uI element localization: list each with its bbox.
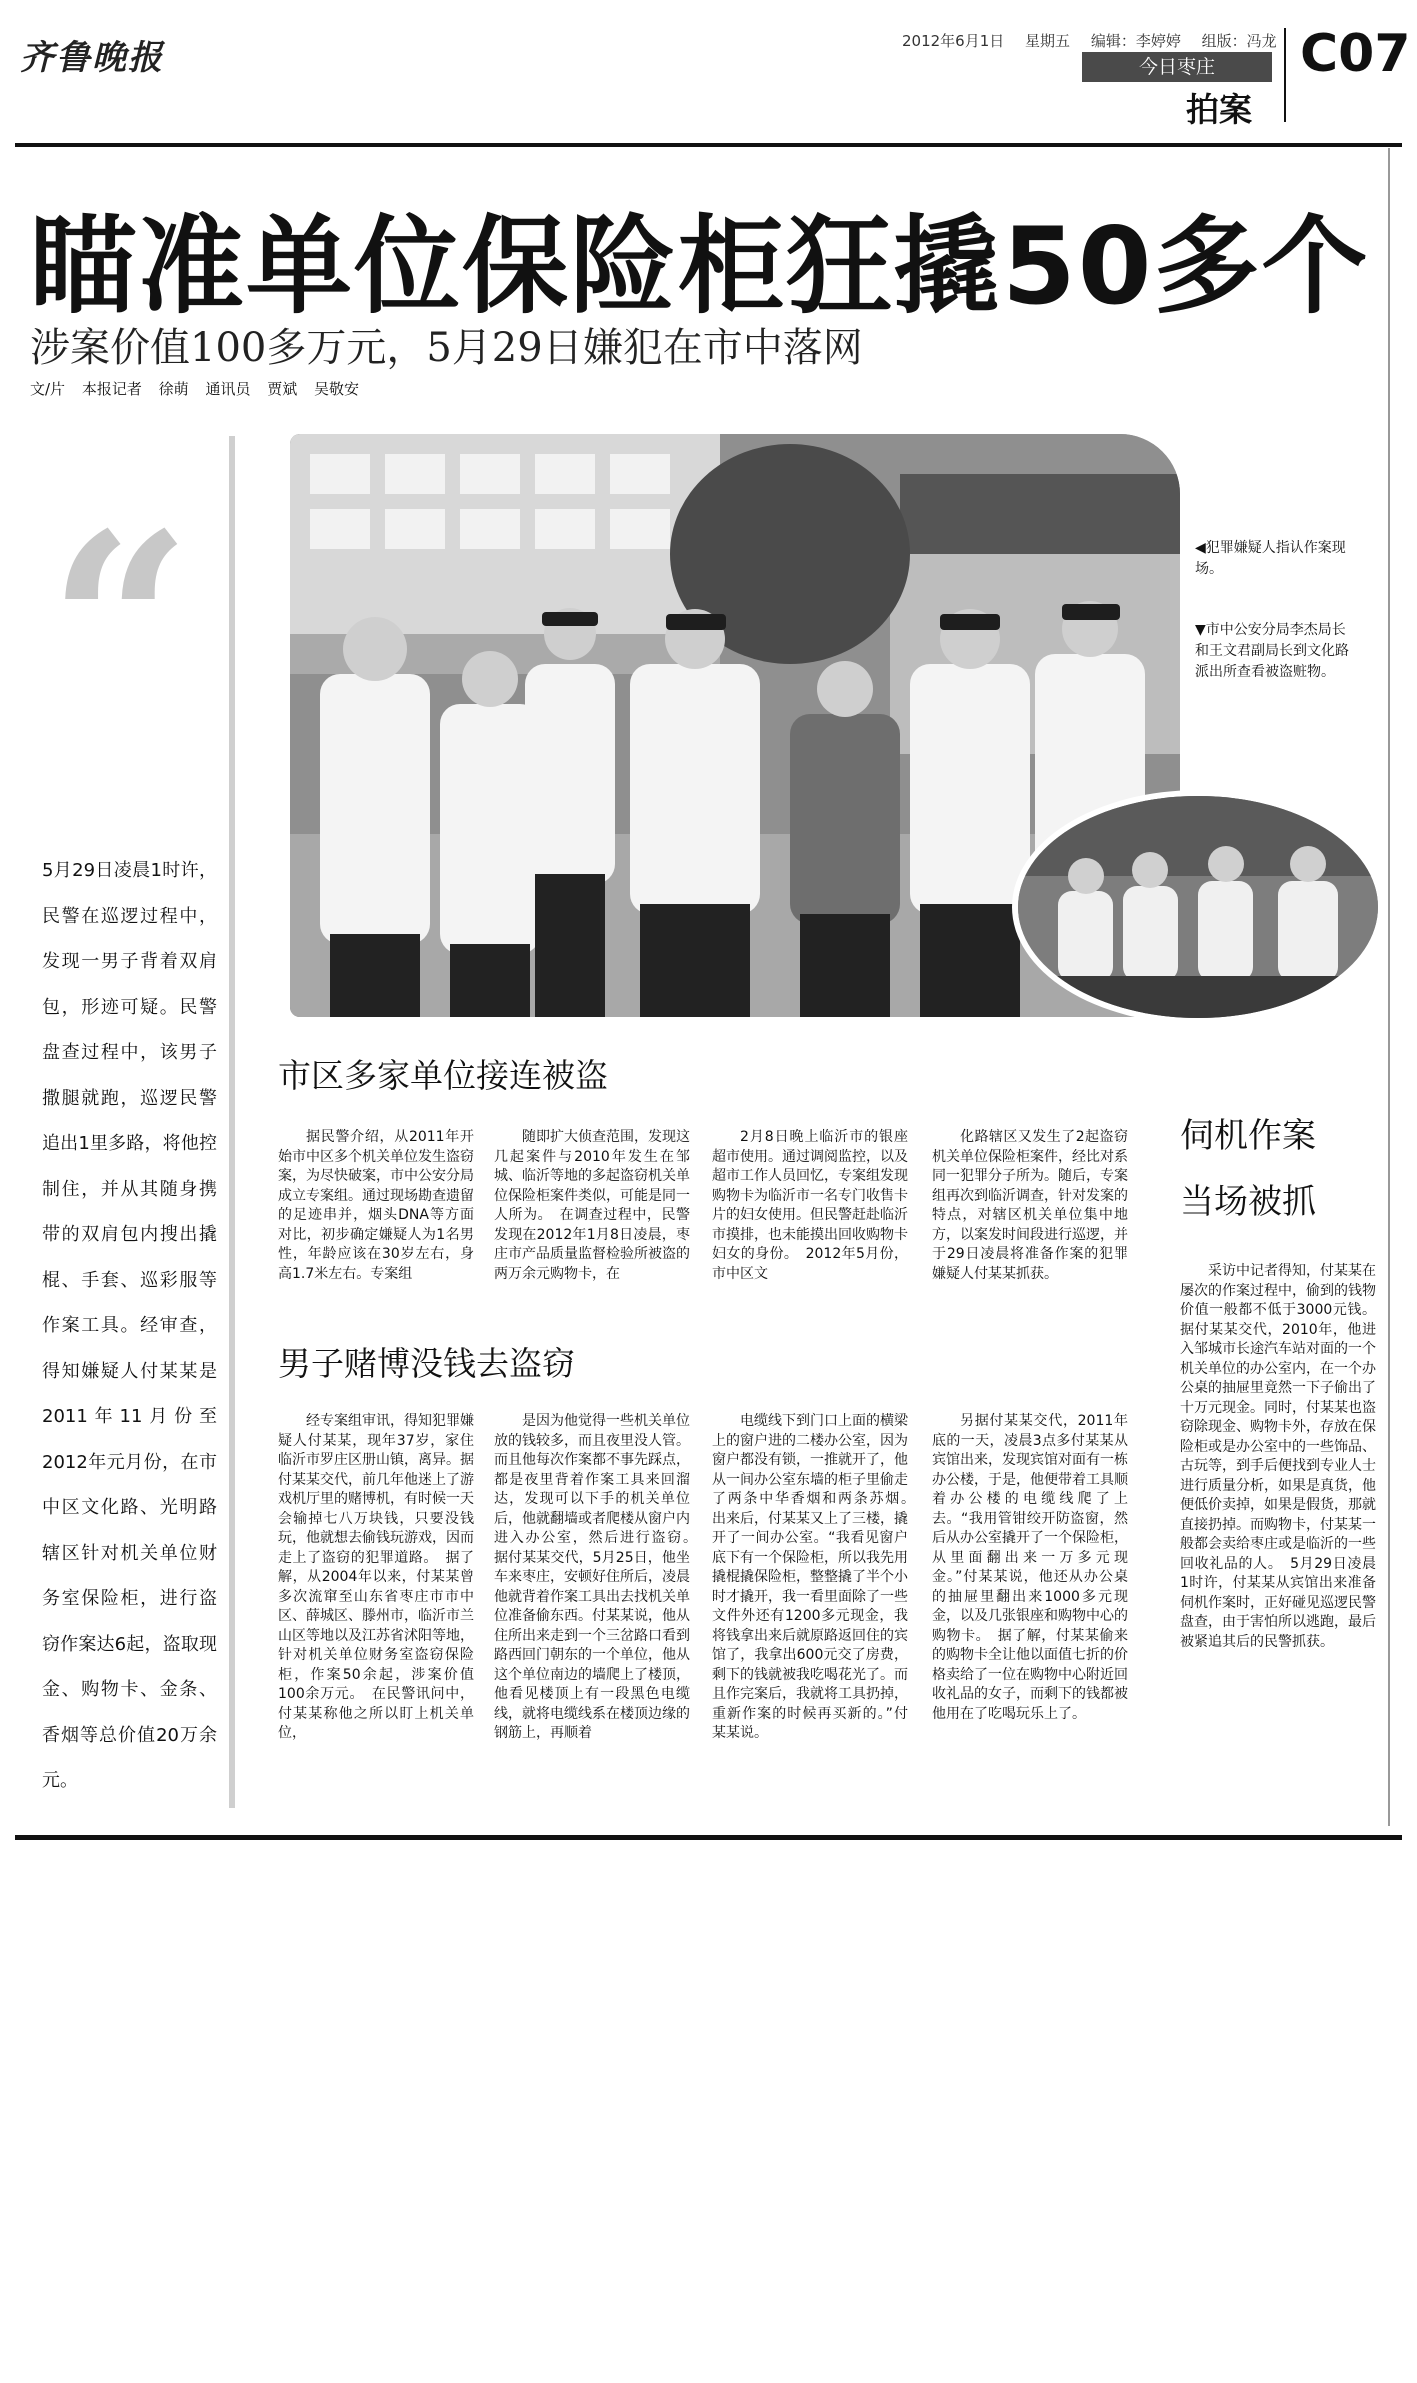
section2-col3: 电缆线下到门口上面的横梁上的窗户进的二楼办公室，因为窗户都没有锁，一推就开了，他从一间办公室东墙的柜子里偷走了两条中华香烟和两条苏烟。 出来后，付某某又上了三楼，撬开了一间办公室。“我看见窗户底下有一个保险柜，所以我先用撬棍撬保险柜，整整撬了半个小时才撬开，我一看里面除了一些文件外还有1200多元现金，我将钱拿出来后就原路返回住的宾馆了，我拿出600元交了房费，剩下的钱就被我吃喝花光了。而且作完案后，我就将工具扔掉，重新作案的时候再买新的。”付某某说。	[712, 1413, 922, 1741]
quote-mark-icon: “	[48, 478, 192, 772]
masthead-logo: 齐鲁晚报	[20, 38, 164, 78]
subheadline: 涉案价值100多万元，5月29日嫌犯在市中落网	[30, 325, 863, 371]
right-column-rule	[1388, 148, 1390, 1826]
header-divider	[1284, 28, 1286, 122]
section2-col2: 是因为他觉得一些机关单位放的钱较多，而且夜里没人管。而且他每次作案都不事先踩点，都是夜里背着作案工具来回溜达，发现可以下手的机关单位后，他就翻墙或者爬楼从窗户内进入办公室，然后进行盗窃。 据付某某交代，5月25日，他坐车来枣庄，安顿好住所后，凌晨他就背着作案工具出去找机关单位准备偷东西。付某某说，他从住所出来走到一个三岔路口看到路西回门朝东的一个单位，他从这个单位南边的墙爬上了楼顶，他看见楼顶上有一段黑色电缆线，就将电缆线系在楼顶边缘的钢筋上，再顺着	[494, 1413, 704, 1741]
section-name: 拍案	[1186, 90, 1252, 129]
header-meta	[902, 30, 1293, 51]
section1-col3: 2月8日晚上临沂市的银座超市使用。通过调阅监控，以及超市工作人员回忆，专案组发现购物卡为临沂市一名专门收售卡片的妇女使用。但民警赶赴临沂市摸排，也未能摸出回收购物卡妇女的身份。 2012年5月份，市中区文	[712, 1129, 908, 1282]
section1-title: 市区多家单位接连被盗	[278, 1056, 608, 1095]
headline: 瞄准单位保险柜狂撬50多个	[30, 205, 1370, 328]
issue-weekday: 星期五	[1025, 32, 1071, 50]
page-number: C07	[1300, 24, 1411, 84]
byline-part: 贾斌	[267, 380, 298, 398]
editor-credit: 编辑：李婷婷	[1090, 32, 1181, 50]
byline-part: 文/片	[30, 380, 66, 398]
layout-credit: 组版：冯龙	[1201, 32, 1277, 50]
section2-col4: 另据付某某交代，2011年底的一天，凌晨3点多付某某从宾馆出来，发现宾馆对面有一栋办公楼，于是，他便带着工具顺着办公楼的电缆线爬了上去。“我用管钳绞开防盗窗，然后从办公室撬开了一个保险柜，从里面翻出来一万多元现金。”付某某说，他还从办公桌的抽屉里翻出来1000多元现金，以及几张银座和购物中心的购物卡。 据了解，付某某偷来的购物卡全让他以面值七折的价格卖给了一位在购物中心附近回收礼品的女子，而剩下的钱都被他用在了吃喝玩乐上了。	[932, 1413, 1128, 1722]
section1-col4: 化路辖区又发生了2起盗窃机关单位保险柜案件，经比对系同一犯罪分子所为。随后，专案组再次到临沂调查，针对发案的特点，对辖区机关单位集中地方，以案发时间段进行巡逻，并于29日凌晨将准备作案的犯罪嫌疑人付某某抓获。	[932, 1129, 1128, 1282]
section1-col2: 随即扩大侦查范围，发现这几起案件与2010年发生在邹城、临沂等地的多起盗窃机关单位保险柜案件类似，可能是同一人所为。 在调查过程中，民警发现在2012年1月8日凌晨，枣庄市产品质量监督检验所被盗的两万余元购物卡，在	[494, 1129, 690, 1282]
byline-part: 本报记者	[81, 380, 142, 398]
byline	[30, 378, 371, 399]
byline-part: 吴敬安	[314, 380, 360, 398]
section2-col1: 经专案组审讯，得知犯罪嫌疑人付某某，现年37岁，家住临沂市罗庄区册山镇，离异。据付某某交代，前几年他迷上了游戏机厅里的赌博机，有时候一天会输掉七八万块钱，只要没钱玩，他就想去偷钱玩游戏，因而走上了盗窃的犯罪道路。 据了解，从2004年以来，付某某曾多次流窜至山东省枣庄市市中区、薛城区、滕州市，临沂市兰山区等地以及江苏省沭阳等地，针对机关单位财务室盗窃保险柜，作案50余起，涉案价值100余万元。 在民警讯问中，付某某称他之所以盯上机关单位，	[278, 1413, 474, 1741]
section2-title: 男子赌博没钱去盗窃	[278, 1344, 575, 1383]
byline-part: 徐萌	[158, 380, 189, 398]
caption-inspection: ▼市中公安分局李杰局长和王文君副局长到文化路派出所查看被盗赃物。	[1195, 622, 1349, 680]
section-bar: 今日枣庄	[1082, 52, 1272, 82]
sidebar-text: 采访中记者得知，付某某在屡次的作案过程中，偷到的钱物价值一般都不低于3000元钱。据付某某交代，2010年，他进入邹城市长途汽车站对面的一个机关单位的办公室内，在一个办公桌的抽屉里竟然一下子偷出了十万元现金。同时，付某某也盗窃除现金、购物卡外，存放在保险柜或是办公室中的一些饰品、古玩等，到手后便找到专业人士进行质量分析，如果是真货，他便低价卖掉，如果是假货，那就直接扔掉。而购物卡，付某某一般都会卖给枣庄或是临沂的一些回收礼品的人。 5月29日凌晨1时许，付某某从宾馆出来准备伺机作案时，正好碰见巡逻民警盘查，由于害怕所以逃跑，最后被紧追其后的民警抓获。	[1180, 1263, 1376, 1650]
sidebar-title-line2: 当场被抓	[1180, 1182, 1316, 1222]
sidebar-title-line1: 伺机作案	[1180, 1116, 1316, 1156]
inset-photo	[1012, 790, 1384, 1024]
issue-date: 2012年6月1日	[902, 32, 1005, 50]
pull-quote: 5月29日凌晨1时许，民警在巡逻过程中，发现一男子背着双肩包，形迹可疑。民警盘查过程中，该男子撒腿就跑，巡逻民警追出1里多路，将他控制住，并从其随身携带的双肩包内搜出撬棍、手套、巡彩服等作案工具。经审查，得知嫌疑人付某某是2011年11月份至2012年元月份，在市中区文化路、光明路辖区针对机关单位财务室保险柜，进行盗窃作案达6起，盗取现金、购物卡、金条、香烟等总价值20万余元。	[42, 860, 217, 1791]
caption-suspect: ◀犯罪嫌疑人指认作案现场。	[1195, 540, 1346, 577]
section1-col1: 据民警介绍，从2011年开始市中区多个机关单位发生盗窃案，为尽快破案，市中公安分局成立专案组。通过现场勘查遗留的足迹串并，烟头DNA等方面对比，初步确定嫌疑人为1名男性，年龄应该在30岁左右，身高1.7米左右。专案组	[278, 1129, 474, 1282]
quote-rule	[229, 436, 235, 1808]
byline-part: 通讯员	[205, 380, 251, 398]
